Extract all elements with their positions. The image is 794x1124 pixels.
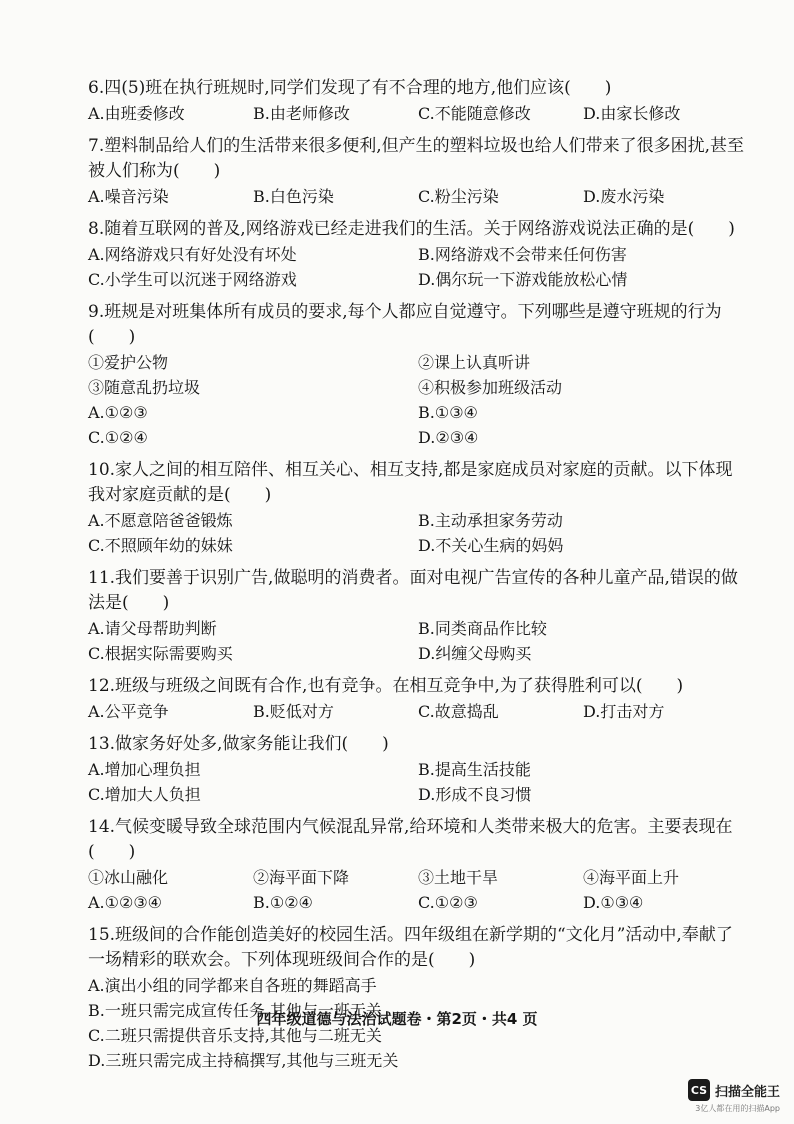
answer-option: A.①②③ xyxy=(88,403,148,422)
statement-item: ③随意乱扔垃圾 xyxy=(88,378,201,397)
statement-item: ①爱护公物 xyxy=(88,353,169,372)
answer-option: D.偶尔玩一下游戏能放松心情 xyxy=(418,270,628,289)
answer-option: A.不愿意陪爸爸锻炼 xyxy=(88,511,233,530)
answer-option: C.根据实际需要购买 xyxy=(88,644,233,663)
statement-item: ④积极参加班级活动 xyxy=(418,378,563,397)
question-stem: 14.气候变暖导致全球范围内气候混乱异常,给环境和人类带来极大的危害。主要表现在( ) xyxy=(88,817,733,862)
question-14 xyxy=(88,815,748,915)
answer-option: B.同类商品作比较 xyxy=(418,619,547,638)
option-row xyxy=(88,425,748,450)
statement-row xyxy=(88,375,748,400)
answer-option: B.网络游戏不会带来任何伤害 xyxy=(418,245,627,264)
answer-option: B.主动承担家务劳动 xyxy=(418,511,563,530)
answer-option: B.①②④ xyxy=(253,893,313,912)
answer-option: D.三班只需完成主持稿撰写,其他与三班无关 xyxy=(88,1051,399,1070)
scanner-logo-icon: CS xyxy=(688,1079,710,1101)
question-stem: 8.随着互联网的普及,网络游戏已经走进我们的生活。关于网络游戏说法正确的是( ) xyxy=(88,219,735,239)
question-12 xyxy=(88,674,748,724)
exam-page xyxy=(88,76,748,1081)
answer-option: A.由班委修改 xyxy=(88,104,185,123)
answer-option: D.①③④ xyxy=(583,893,644,912)
question-stem: 11.我们要善于识别广告,做聪明的消费者。面对电视广告宣传的各种儿童产品,错误的做法是( ) xyxy=(88,568,738,613)
answer-option: C.二班只需提供音乐支持,其他与二班无关 xyxy=(88,1026,382,1045)
answer-option: B.白色污染 xyxy=(253,187,334,206)
option-row xyxy=(88,973,748,998)
option-row xyxy=(88,101,748,126)
scanner-tagline: 3亿人都在用的扫描App xyxy=(695,1104,780,1113)
answer-option: A.演出小组的同学都来自各班的舞蹈高手 xyxy=(88,976,377,995)
statement-item: ②海平面下降 xyxy=(253,868,350,887)
question-9 xyxy=(88,300,748,450)
question-6 xyxy=(88,76,748,126)
question-stem: 12.班级与班级之间既有合作,也有竞争。在相互竞争中,为了获得胜利可以( ) xyxy=(88,676,684,696)
statement-row xyxy=(88,865,748,890)
option-row xyxy=(88,533,748,558)
answer-option: B.由老师修改 xyxy=(253,104,350,123)
question-13 xyxy=(88,732,748,807)
option-row xyxy=(88,641,748,666)
answer-option: A.增加心理负担 xyxy=(88,760,201,779)
answer-option: B.贬低对方 xyxy=(253,702,334,721)
option-row xyxy=(88,782,748,807)
option-row xyxy=(88,699,748,724)
answer-option: C.小学生可以沉迷于网络游戏 xyxy=(88,270,297,289)
answer-option: C.不照顾年幼的妹妹 xyxy=(88,536,233,555)
scanner-watermark xyxy=(688,1079,780,1114)
question-7 xyxy=(88,134,748,209)
question-stem: 13.做家务好处多,做家务能让我们( ) xyxy=(88,734,389,754)
answer-option: A.公平竞争 xyxy=(88,702,169,721)
statement-item: ④海平面上升 xyxy=(583,868,680,887)
question-list xyxy=(88,76,748,1073)
answer-option: A.①②③④ xyxy=(88,893,163,912)
option-row xyxy=(88,400,748,425)
option-row xyxy=(88,890,748,915)
question-stem: 9.班规是对班集体所有成员的要求,每个人都应自觉遵守。下列哪些是遵守班规的行为( ) xyxy=(88,302,722,347)
question-stem: 10.家人之间的相互陪伴、相互关心、相互支持,都是家庭成员对家庭的贡献。以下体现我对家庭贡献的是( ) xyxy=(88,460,733,505)
question-stem: 7.塑料制品给人们的生活带来很多便利,但产生的塑料垃圾也给人们带来了很多困扰,甚至被人们称为( ) xyxy=(88,136,745,181)
answer-option: A.噪音污染 xyxy=(88,187,169,206)
answer-option: C.不能随意修改 xyxy=(418,104,531,123)
question-8 xyxy=(88,217,748,292)
answer-option: C.粉尘污染 xyxy=(418,187,499,206)
answer-option: D.②③④ xyxy=(418,428,479,447)
answer-option: C.①②③ xyxy=(418,893,478,912)
answer-option: C.故意捣乱 xyxy=(418,702,499,721)
option-row xyxy=(88,1048,748,1073)
option-row xyxy=(88,616,748,641)
page-footer: 四年级道德与法治试题卷・第2页・共4 页 xyxy=(256,1010,538,1028)
question-stem: 15.班级间的合作能创造美好的校园生活。四年级组在新学期的“文化月”活动中,奉献了一场精彩的联欢会。下列体现班级间合作的是( ) xyxy=(88,925,733,970)
scanner-name: 扫描全能王 xyxy=(714,1084,780,1100)
answer-option: B.一班只需完成宣传任务,其他与一班无关 xyxy=(88,1001,382,1020)
question-stem: 6.四(5)班在执行班规时,同学们发现了有不合理的地方,他们应该( ) xyxy=(88,78,612,98)
statement-row xyxy=(88,350,748,375)
answer-option: D.废水污染 xyxy=(583,187,665,206)
statement-item: ③土地干旱 xyxy=(418,868,499,887)
answer-option: B.①③④ xyxy=(418,403,478,422)
option-row xyxy=(88,757,748,782)
answer-option: A.网络游戏只有好处没有坏处 xyxy=(88,245,297,264)
answer-option: D.形成不良习惯 xyxy=(418,785,532,804)
question-10 xyxy=(88,458,748,558)
answer-option: C.①②④ xyxy=(88,428,148,447)
option-row xyxy=(88,242,748,267)
answer-option: B.提高生活技能 xyxy=(418,760,531,779)
option-row xyxy=(88,508,748,533)
option-row xyxy=(88,184,748,209)
question-15 xyxy=(88,923,748,1073)
answer-option: C.增加大人负担 xyxy=(88,785,201,804)
answer-option: D.由家长修改 xyxy=(583,104,681,123)
option-row xyxy=(88,267,748,292)
statement-item: ①冰山融化 xyxy=(88,868,169,887)
statement-item: ②课上认真听讲 xyxy=(418,353,531,372)
answer-option: D.不关心生病的妈妈 xyxy=(418,536,564,555)
question-11 xyxy=(88,566,748,666)
answer-option: A.请父母帮助判断 xyxy=(88,619,217,638)
answer-option: D.打击对方 xyxy=(583,702,665,721)
answer-option: D.纠缠父母购买 xyxy=(418,644,532,663)
